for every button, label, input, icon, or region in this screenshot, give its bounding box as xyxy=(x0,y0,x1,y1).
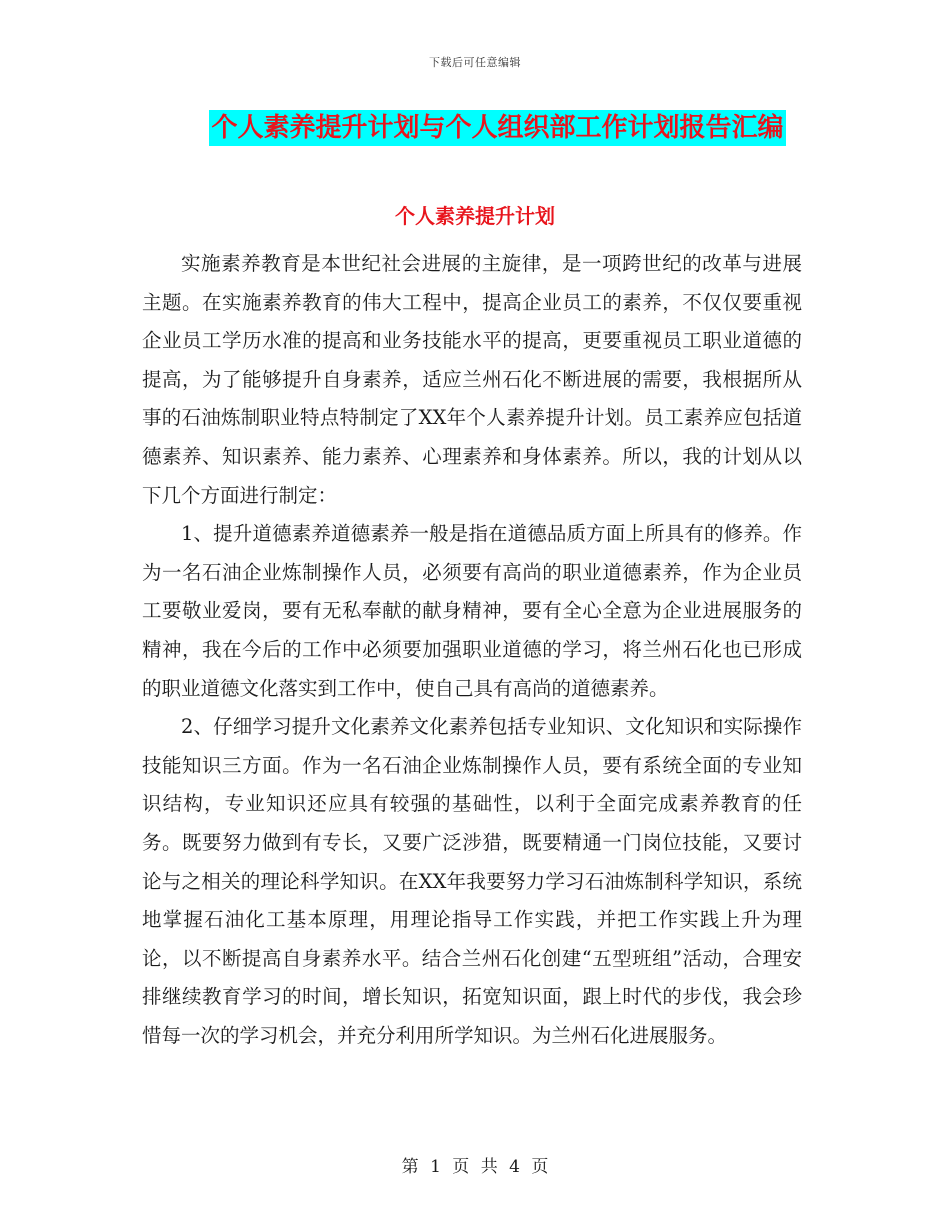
paragraph-cultural-quality: 2、仔细学习提升文化素养文化素养包括专业知识、文化知识和实际操作技能知识三方面。作为一名石油企业炼制操作人员，要有系统全面的专业知识结构，专业知识还应具有较强的基础性，以利于全面完成素养教育的任务。既要努力做到有专长，又要广泛涉猎，既要精通一门岗位技能，又要讨论与之相关的理论科学知识。在XX年我要努力学习石油炼制科学知识，系统地掌握石油化工基本原理，用理论指导工作实践，并把工作实践上升为理论，以不断提高自身素养水平。结合兰州石化创建“五型班组”活动，合理安排继续教育学习的时间，增长知识，拓宽知识面，跟上时代的步伐，我会珍惜每一次的学习机会，并充分利用所学知识。为兰州石化进展服务。 xyxy=(142,715,802,1047)
main-title-container xyxy=(0,110,950,146)
page-footer: 第 1 页 共 4 页 xyxy=(401,1157,549,1177)
paragraph-intro: 实施素养教育是本世纪社会进展的主旋律，是一项跨世纪的改革与进展主题。在实施素养教育的伟大工程中，提高企业员工的素养，不仅仅要重视企业员工学历水准的提高和业务技能水平的提高，更要重视员工职业道德的提高，为了能够提升自身素养，适应兰州石化不断进展的需要，我根据所从事的石油炼制职业特点特制定了XX年个人素养提升计划。员工素养应包括道德素养、知识素养、能力素养、心理素养和身体素养。所以，我的计划从以下几个方面进行制定： xyxy=(142,252,802,507)
main-title: 个人素养提升计划与个人组织部工作计划报告汇编 xyxy=(209,110,785,146)
paragraph-moral-quality: 1、提升道德素养道德素养一般是指在道德品质方面上所具有的修养。作为一名石油企业炼制操作人员，必须要有高尚的职业道德素养，作为企业员工要敬业爱岗，要有无私奉献的献身精神，要有全心全意为企业进展服务的精神，我在今后的工作中必须要加强职业道德的学习，将兰州石化也已形成的职业道德文化落实到工作中，使自己具有高尚的道德素养。 xyxy=(142,522,802,700)
section-title: 个人素养提升计划 xyxy=(395,204,555,228)
header-note: 下载后可任意编辑 xyxy=(429,56,521,69)
document-body xyxy=(142,245,802,1055)
